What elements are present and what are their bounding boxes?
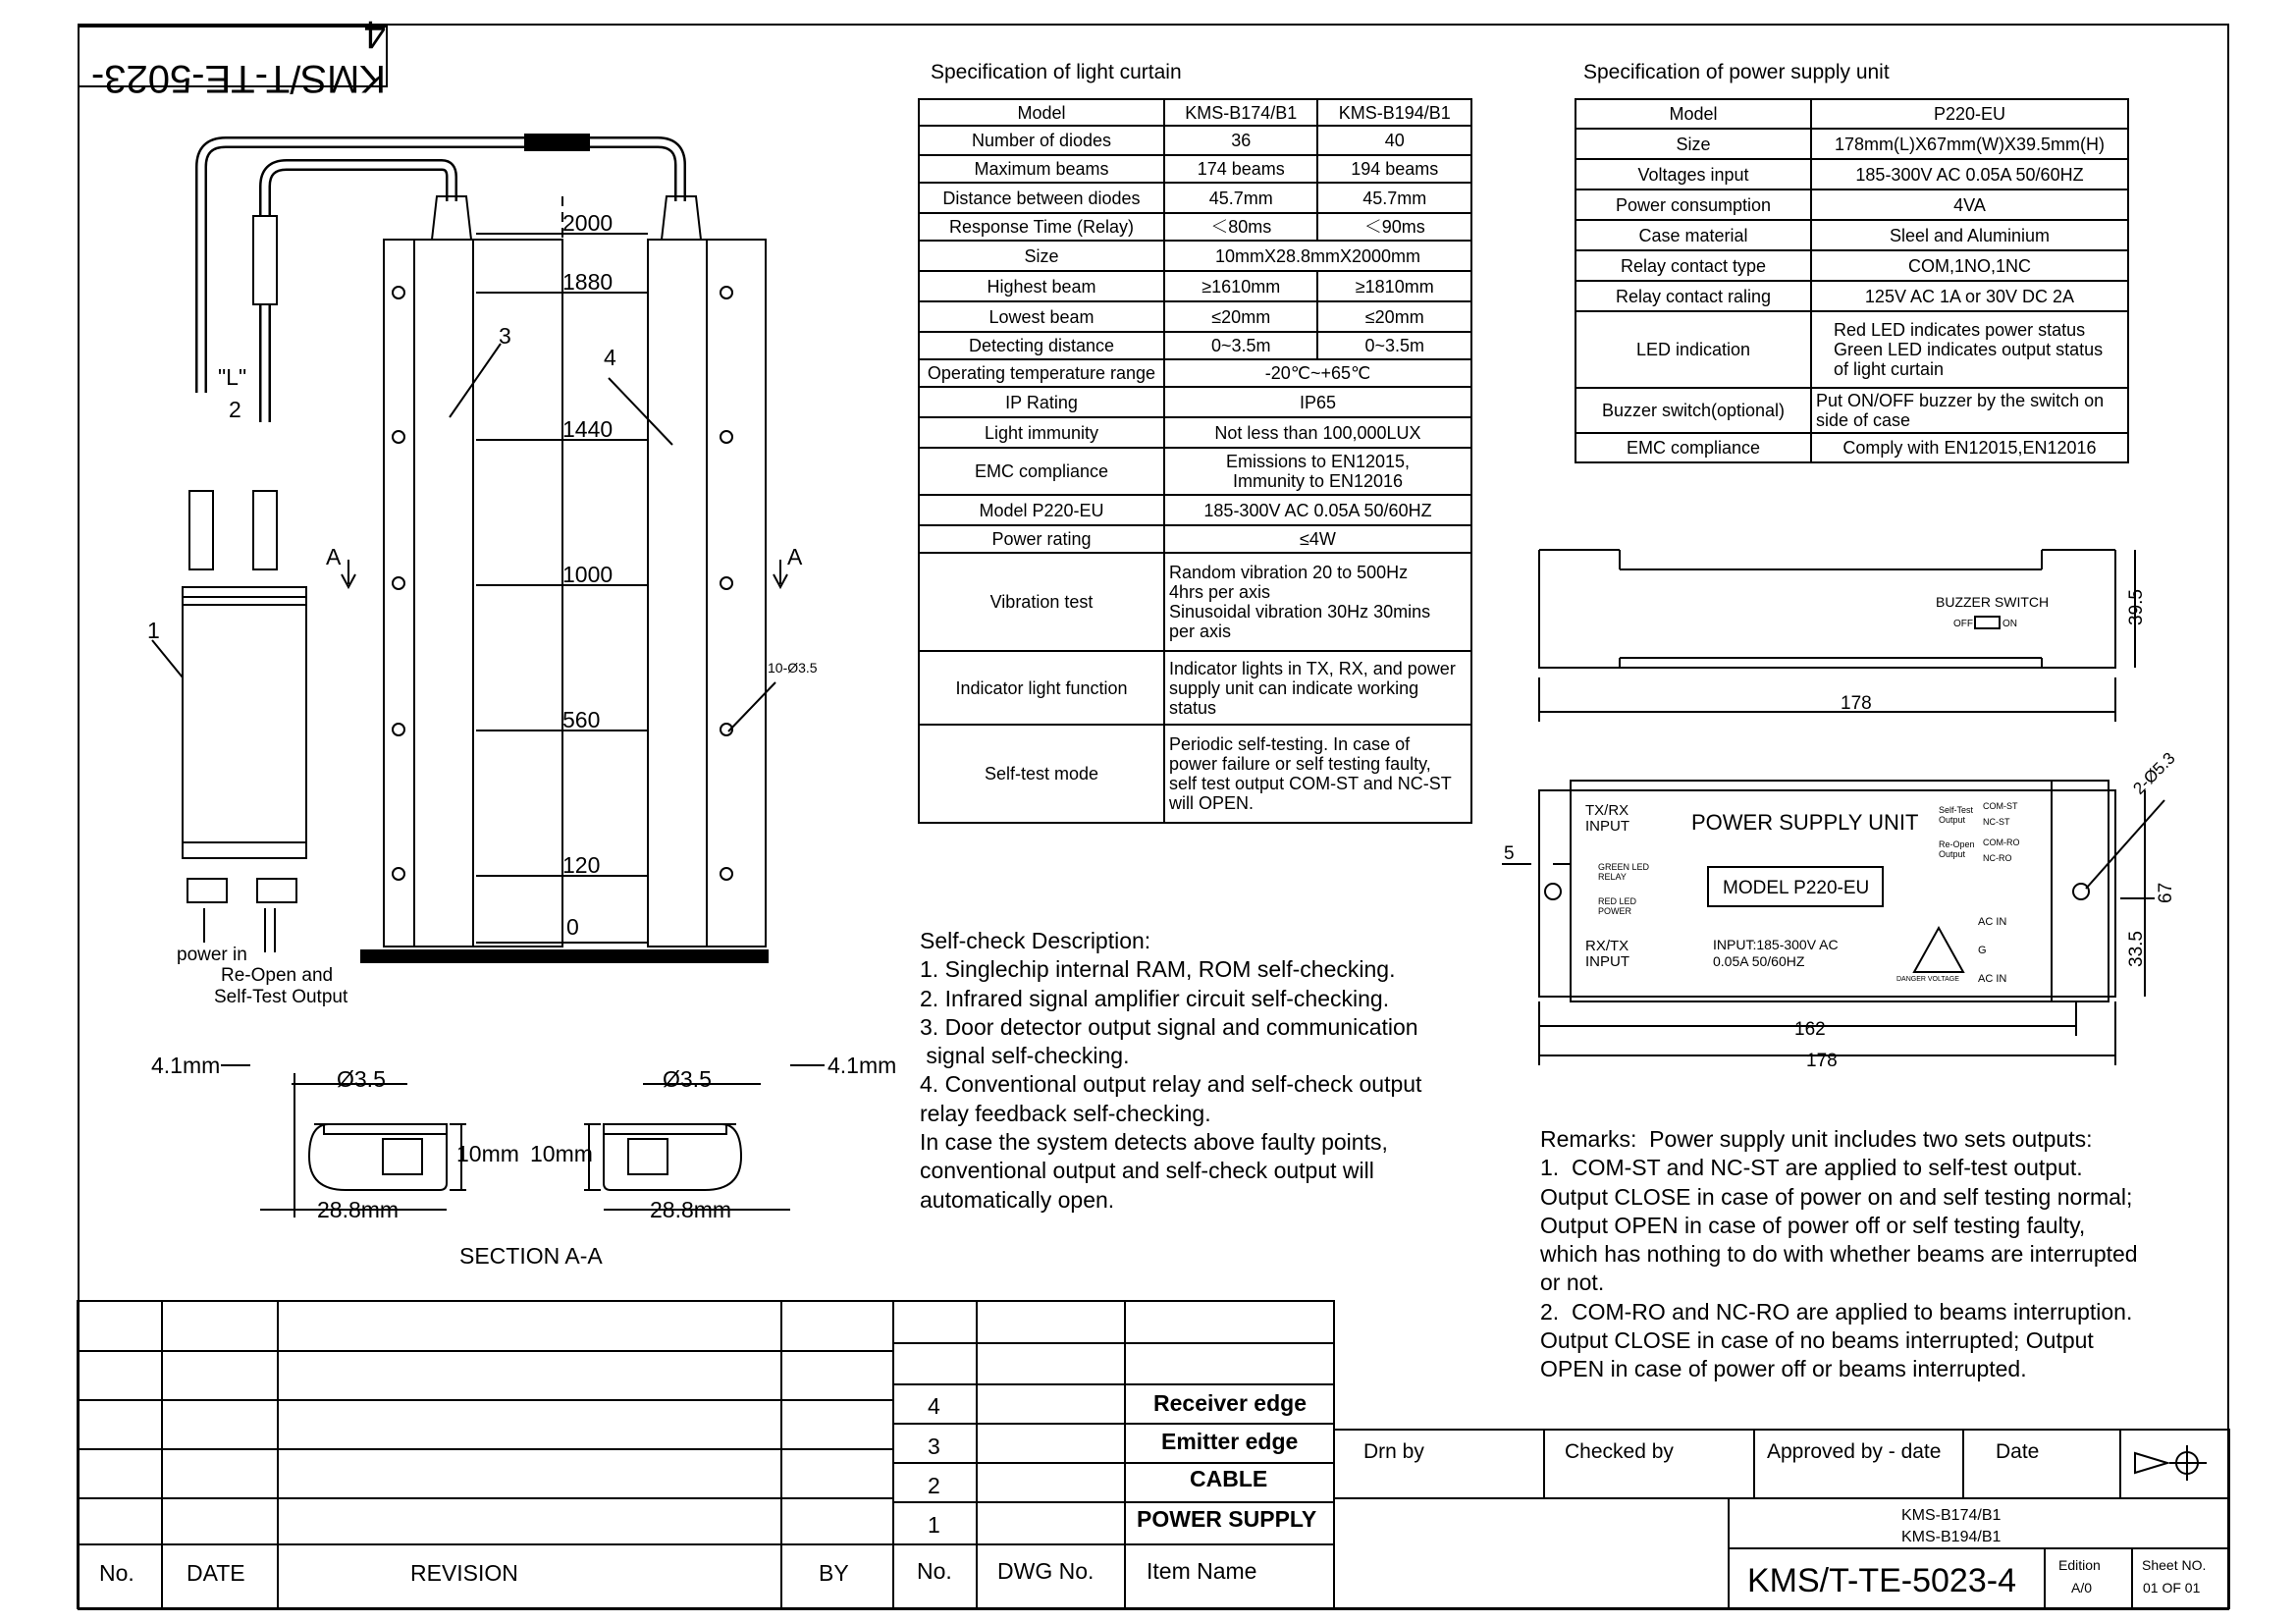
spec-cell: Indicator light function bbox=[919, 651, 1164, 725]
text-line: In case the system detects above faulty points, bbox=[920, 1129, 1388, 1156]
spec-cell: Relay contact raling bbox=[1575, 281, 1811, 311]
section-title: SECTION A-A bbox=[459, 1243, 603, 1269]
com-ro: COM-RO bbox=[1983, 838, 2020, 847]
nc-ro: NC-RO bbox=[1983, 853, 2012, 863]
dim-hole-psu: 2-Ø5.3 bbox=[2129, 748, 2179, 798]
self-test-label: Self-Test bbox=[1939, 805, 1974, 815]
spec-cell: 45.7mm bbox=[1164, 183, 1317, 213]
light-curtain-spec-title: Specification of light curtain bbox=[931, 61, 1182, 83]
text-line: relay feedback self-checking. bbox=[920, 1100, 1211, 1126]
section-a-left: A bbox=[326, 544, 342, 569]
spec-cell: 45.7mm bbox=[1317, 183, 1471, 213]
dim-178-top: 178 bbox=[1806, 1051, 1838, 1071]
section-a-right: A bbox=[787, 544, 803, 569]
spec-cell: ≥1810mm bbox=[1317, 271, 1471, 301]
sheet-label: Sheet NO. bbox=[2142, 1557, 2207, 1573]
date-label: Date bbox=[1996, 1440, 2040, 1463]
spec-cell: EMC compliance bbox=[1575, 433, 1811, 462]
text-line: Output CLOSE in case of no beams interrupted; Output bbox=[1540, 1327, 2094, 1354]
part-name-1: POWER SUPPLY bbox=[1137, 1506, 1317, 1532]
spec-cell: Not less than 100,000LUX bbox=[1164, 417, 1471, 448]
text-line: signal self-checking. bbox=[920, 1043, 1130, 1069]
text-line: 2. Infrared signal amplifier circuit self-checking. bbox=[920, 985, 1390, 1011]
buzzer-switch-label: BUZZER SWITCH bbox=[1936, 594, 2050, 610]
text-line: which has nothing to do with whether beams are interrupted bbox=[1540, 1241, 2138, 1268]
text-line: Remarks: Power supply unit includes two sets outputs: bbox=[1540, 1126, 2093, 1152]
dim-67: 67 bbox=[2156, 882, 2176, 903]
spec-cell: ≥1610mm bbox=[1164, 271, 1317, 301]
spec-cell: Maximum beams bbox=[919, 155, 1164, 183]
spec-cell: Comply with EN12015,EN12016 bbox=[1811, 433, 2128, 462]
text-line: conventional output and self-check output will bbox=[920, 1158, 1374, 1184]
spec-cell: Buzzer switch(optional) bbox=[1575, 388, 1811, 433]
spec-cell: IP65 bbox=[1164, 387, 1471, 417]
ac-in-top: AC IN bbox=[1978, 916, 2007, 928]
re-open-output: Output bbox=[1939, 849, 1966, 859]
text-line: Self-check Description: bbox=[920, 928, 1151, 953]
dim-5: 5 bbox=[1504, 843, 1515, 864]
text-line: OPEN in case of power off or beams interrupted. bbox=[1540, 1356, 2027, 1382]
spec-cell: Relay contact type bbox=[1575, 250, 1811, 281]
spec-cell: Emissions to EN12015, Immunity to EN12016 bbox=[1164, 448, 1471, 495]
spec-cell: Periodic self-testing. In case of power failure or self testing faulty, self test output COM-ST and NC-ST will OPEN. bbox=[1164, 725, 1471, 823]
spec-cell: 125V AC 1A or 30V DC 2A bbox=[1811, 281, 2128, 311]
drawing-code-rotated: KMS/T-TE-5023-4 bbox=[78, 26, 388, 87]
part-label-1: 1 bbox=[147, 618, 160, 643]
part-name-3: Emitter edge bbox=[1161, 1429, 1299, 1454]
com-st: COM-ST bbox=[1983, 801, 2018, 811]
height-560: 560 bbox=[562, 707, 601, 732]
danger-voltage: DANGER VOLTAGE bbox=[1896, 976, 1959, 983]
spec-cell: ＜80ms bbox=[1164, 213, 1317, 241]
dim-28-8-left: 28.8mm bbox=[317, 1197, 400, 1222]
spec-cell: Power rating bbox=[919, 525, 1164, 553]
spec-cell: Light immunity bbox=[919, 417, 1164, 448]
spec-cell: Response Time (Relay) bbox=[919, 213, 1164, 241]
part-no-3: 3 bbox=[928, 1434, 940, 1459]
checked-by: Checked by bbox=[1565, 1440, 1674, 1463]
spec-cell: 185-300V AC 0.05A 50/60HZ bbox=[1164, 495, 1471, 525]
part-no-2: 2 bbox=[928, 1473, 940, 1498]
spec-cell: 10mmX28.8mmX2000mm bbox=[1164, 241, 1471, 271]
reopen-label-2: Self-Test Output bbox=[214, 987, 348, 1007]
part-no-4: 4 bbox=[928, 1393, 940, 1419]
dim-178-side: 178 bbox=[1841, 693, 1872, 714]
dim-4-1-left: 4.1mm bbox=[151, 1053, 221, 1078]
dim-10-right: 10mm bbox=[530, 1141, 593, 1166]
approved-by: Approved by - date bbox=[1767, 1440, 1942, 1463]
buzzer-on: ON bbox=[2002, 619, 2017, 629]
header-item-name: Item Name bbox=[1147, 1558, 1257, 1584]
power-in-label: power in bbox=[177, 945, 247, 965]
red-led-label: RED LED bbox=[1598, 896, 1637, 906]
edition-value: A/0 bbox=[2071, 1580, 2093, 1596]
spec-cell: Model P220-EU bbox=[919, 495, 1164, 525]
re-open-label: Re-Open bbox=[1939, 839, 1975, 849]
height-0: 0 bbox=[566, 914, 579, 940]
spec-cell: EMC compliance bbox=[919, 448, 1164, 495]
header-revision: REVISION bbox=[410, 1560, 518, 1586]
spec-cell: Model bbox=[919, 99, 1164, 126]
text-line: Output OPEN in case of power off or self testing faulty, bbox=[1540, 1212, 2086, 1238]
spec-cell: Sleel and Aluminium bbox=[1811, 220, 2128, 250]
part-no-1: 1 bbox=[928, 1512, 940, 1538]
dim-3-5-right: Ø3.5 bbox=[663, 1066, 712, 1092]
spec-cell: Vibration test bbox=[919, 553, 1164, 651]
hole-label: 10-Ø3.5 bbox=[768, 660, 818, 676]
model-1: KMS-B174/B1 bbox=[1901, 1507, 2002, 1524]
text-line: 3. Door detector output signal and communication bbox=[920, 1013, 1418, 1040]
spec-cell: 40 bbox=[1317, 126, 1471, 155]
spec-cell: KMS-B174/B1 bbox=[1164, 99, 1317, 126]
psu-rxtx: RX/TX bbox=[1585, 938, 1629, 954]
part-label-2: 2 bbox=[229, 397, 241, 422]
spec-cell: 0~3.5m bbox=[1317, 332, 1471, 359]
spec-cell: Self-test mode bbox=[919, 725, 1164, 823]
psu-input-top: INPUT bbox=[1585, 818, 1629, 835]
text-line: or not. bbox=[1540, 1270, 1605, 1296]
spec-cell: Random vibration 20 to 500Hz 4hrs per axis Sinusoidal vibration 30Hz 30mins per axis bbox=[1164, 553, 1471, 651]
title-block-code: KMS/T-TE-5023-4 bbox=[1747, 1562, 2016, 1599]
dim-3-5-left: Ø3.5 bbox=[337, 1066, 386, 1092]
dim-28-8-right: 28.8mm bbox=[650, 1197, 732, 1222]
cable-length-label: "L" bbox=[218, 364, 247, 390]
model-2: KMS-B194/B1 bbox=[1901, 1529, 2002, 1545]
spec-cell: ≤20mm bbox=[1317, 301, 1471, 332]
height-1440: 1440 bbox=[562, 416, 614, 442]
nc-st: NC-ST bbox=[1983, 817, 2010, 827]
height-1880: 1880 bbox=[562, 269, 614, 295]
part-label-4: 4 bbox=[604, 345, 616, 370]
green-led-label: GREEN LED bbox=[1598, 862, 1650, 872]
spec-cell: Model bbox=[1575, 99, 1811, 129]
spec-cell: ≤4W bbox=[1164, 525, 1471, 553]
dim-39-5: 39.5 bbox=[2126, 589, 2147, 625]
spec-cell: Highest beam bbox=[919, 271, 1164, 301]
part-name-2: CABLE bbox=[1190, 1466, 1268, 1491]
spec-cell: 194 beams bbox=[1317, 155, 1471, 183]
header-no-2: No. bbox=[917, 1558, 952, 1584]
dim-162: 162 bbox=[1794, 1019, 1826, 1040]
height-1000: 1000 bbox=[562, 562, 614, 587]
spec-cell: KMS-B194/B1 bbox=[1317, 99, 1471, 126]
text-line: 1. COM-ST and NC-ST are applied to self-test output. bbox=[1540, 1155, 2083, 1181]
header-by: BY bbox=[819, 1560, 849, 1586]
text-line: 4. Conventional output relay and self-check output bbox=[920, 1071, 1422, 1098]
spec-cell: Size bbox=[919, 241, 1164, 271]
spec-cell: P220-EU bbox=[1811, 99, 2128, 129]
header-dwg: DWG No. bbox=[997, 1558, 1095, 1584]
height-120: 120 bbox=[562, 852, 601, 878]
spec-cell: -20℃~+65℃ bbox=[1164, 359, 1471, 387]
spec-cell: 4VA bbox=[1811, 189, 2128, 220]
buzzer-off: OFF bbox=[1953, 619, 1973, 629]
text-line: 2. COM-RO and NC-RO are applied to beams interruption. bbox=[1540, 1298, 2133, 1325]
part-label-3: 3 bbox=[499, 323, 511, 349]
spec-cell: 0~3.5m bbox=[1164, 332, 1317, 359]
spec-cell: Indicator lights in TX, RX, and power supply unit can indicate working status bbox=[1164, 651, 1471, 725]
ac-in-bottom: AC IN bbox=[1978, 973, 2007, 985]
height-2000: 2000 bbox=[562, 210, 614, 236]
psu-input-bottom: INPUT bbox=[1585, 953, 1629, 970]
spec-cell: IP Rating bbox=[919, 387, 1164, 417]
spec-cell: Distance between diodes bbox=[919, 183, 1164, 213]
spec-cell: Operating temperature range bbox=[919, 359, 1164, 387]
part-name-4: Receiver edge bbox=[1153, 1390, 1307, 1416]
psu-title: POWER SUPPLY UNIT bbox=[1691, 810, 1919, 835]
sheet-value: 01 OF 01 bbox=[2143, 1580, 2201, 1596]
spec-cell: 185-300V AC 0.05A 50/60HZ bbox=[1811, 159, 2128, 189]
spec-cell: Power consumption bbox=[1575, 189, 1811, 220]
spec-cell: ＜90ms bbox=[1317, 213, 1471, 241]
dim-10-left: 10mm bbox=[456, 1141, 519, 1166]
psu-model: MODEL P220-EU bbox=[1723, 878, 1870, 898]
spec-cell: COM,1NO,1NC bbox=[1811, 250, 2128, 281]
drn-by: Drn by bbox=[1363, 1440, 1424, 1463]
spec-cell: 174 beams bbox=[1164, 155, 1317, 183]
ground-label: G bbox=[1978, 945, 1987, 956]
input-rating-1: INPUT:185-300V AC bbox=[1713, 937, 1839, 952]
spec-cell: Voltages input bbox=[1575, 159, 1811, 189]
spec-cell: LED indication bbox=[1575, 311, 1811, 388]
self-test-output: Output bbox=[1939, 815, 1966, 825]
input-rating-2: 0.05A 50/60HZ bbox=[1713, 953, 1805, 969]
text-line: 1. Singlechip internal RAM, ROM self-checking. bbox=[920, 956, 1396, 983]
spec-cell: Number of diodes bbox=[919, 126, 1164, 155]
spec-cell: Put ON/OFF buzzer by the switch on side of case bbox=[1811, 388, 2128, 433]
red-led-power: POWER bbox=[1598, 906, 1632, 916]
spec-cell: Detecting distance bbox=[919, 332, 1164, 359]
psu-txrx: TX/RX bbox=[1585, 802, 1629, 819]
spec-cell: Red LED indicates power status Green LED indicates output status of light curtain bbox=[1811, 311, 2128, 388]
spec-cell: Size bbox=[1575, 129, 1811, 159]
edition-label: Edition bbox=[2058, 1557, 2101, 1573]
reopen-label-1: Re-Open and bbox=[221, 965, 334, 986]
dim-33-5: 33.5 bbox=[2126, 931, 2147, 967]
text-line: automatically open. bbox=[920, 1186, 1115, 1213]
spec-cell: 36 bbox=[1164, 126, 1317, 155]
green-led-relay: RELAY bbox=[1598, 872, 1627, 882]
spec-cell: Case material bbox=[1575, 220, 1811, 250]
spec-cell: 178mm(L)X67mm(W)X39.5mm(H) bbox=[1811, 129, 2128, 159]
text-line: Output CLOSE in case of power on and self testing normal; bbox=[1540, 1183, 2133, 1210]
power-supply-spec-title: Specification of power supply unit bbox=[1583, 61, 1890, 83]
spec-cell: ≤20mm bbox=[1164, 301, 1317, 332]
header-no: No. bbox=[99, 1560, 134, 1586]
header-date: DATE bbox=[187, 1560, 245, 1586]
dim-4-1-right: 4.1mm bbox=[828, 1053, 897, 1078]
spec-cell: Lowest beam bbox=[919, 301, 1164, 332]
